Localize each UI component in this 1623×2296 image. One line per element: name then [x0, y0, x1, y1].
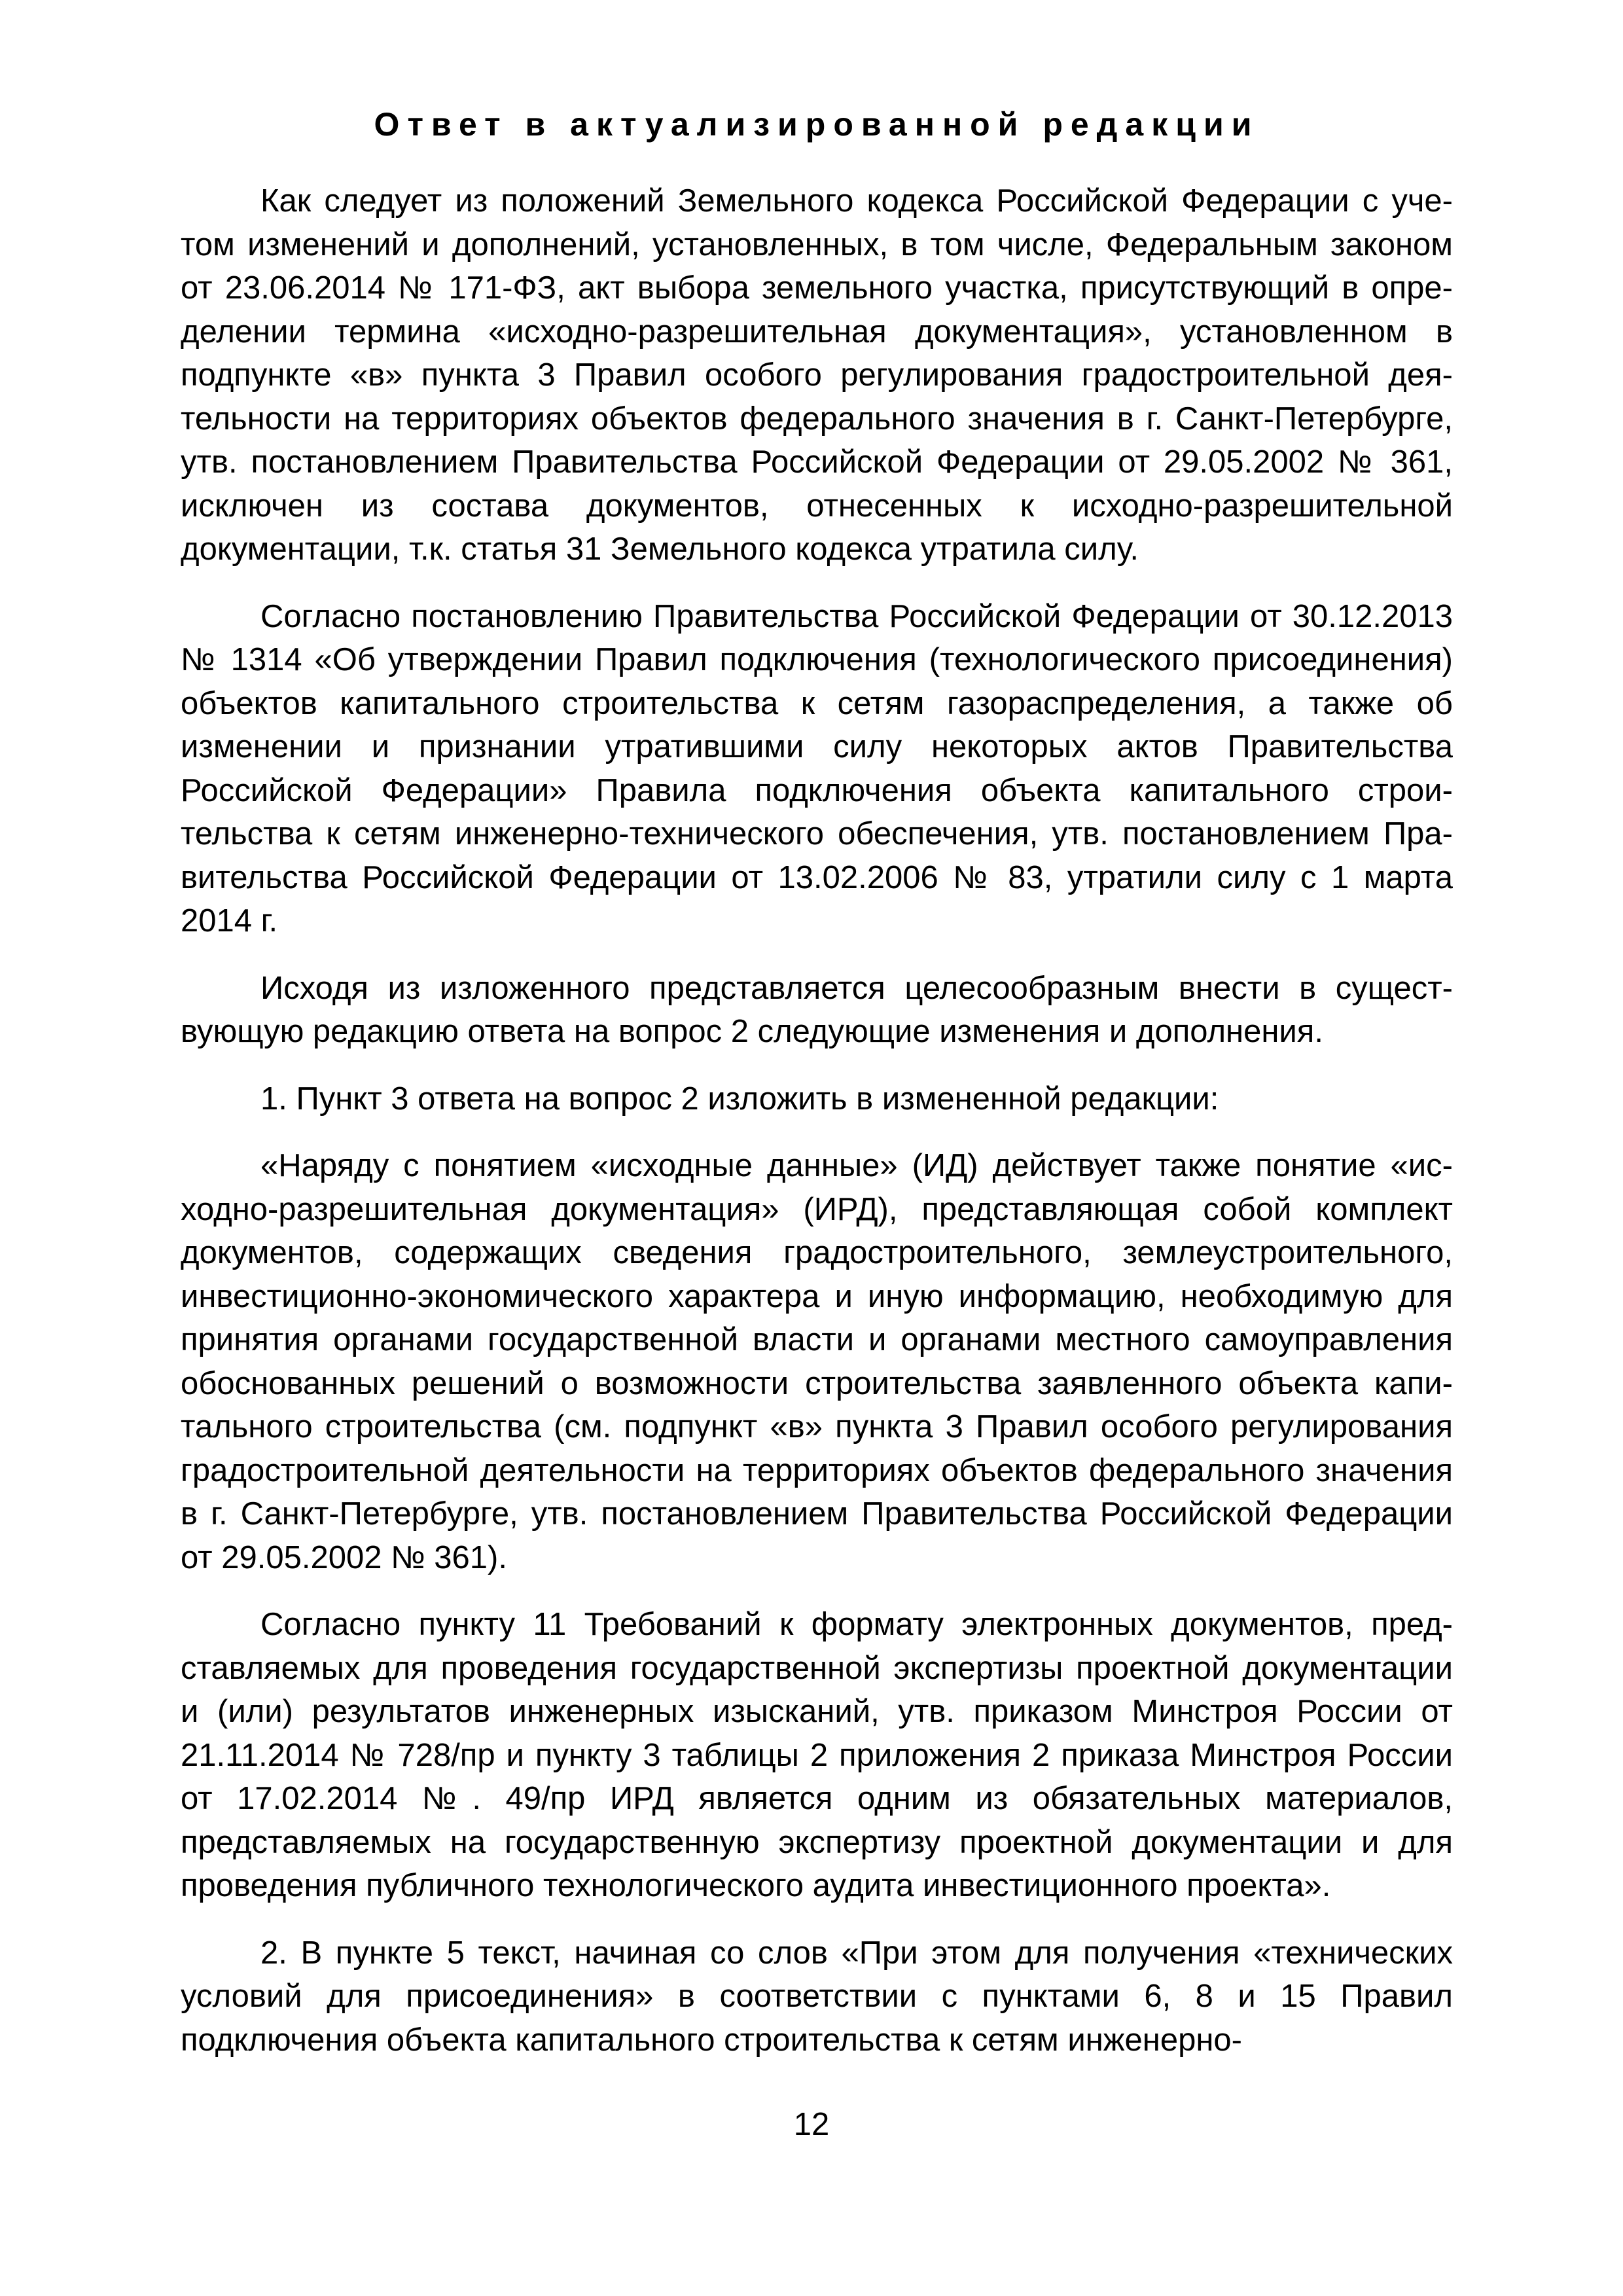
- page-number: 12: [793, 2107, 830, 2142]
- paragraph-requirements-format: Согласно пункту 11 Требований к формату электронных документов, представляемых для проведения государственной экспертизы проектной документации и (или) результатов инженерных изысканий, утв. приказом Минстроя России от 21.11.2014 № 728/пр и пункту 3 таблицы 2 приложения 2 приказа Минстроя России от 17.02.2014 №. 49/пр ИРД является одним из обязательных материалов, представляемых на государственную экспертизу проектной документации и для проведения публичного технологического аудита инвестиционного проекта».: [181, 1607, 1453, 1903]
- paragraph-proposed-changes: Исходя из изложенного представляется целесообразным внести в существующую редакцию ответа на вопрос 2 следующие изменения и дополнения.: [181, 970, 1453, 1049]
- paragraph-ird-definition: «Наряду с понятием «исходные данные» (ИД) действует также понятие «исходно-разрешительная документация» (ИРД), представляющая собой комплект документов, содержащих сведения градостроительного, землеустроительного, инвестиционно-экономического характера и иную информацию, необходимую для принятия органами государственной власти и органами местного самоуправления обоснованных решений о возможности строительства заявленного объекта капитального строительства (см. подпункт «в» пункта 3 Правил особого регулирования градостроительной деятельности на территориях объектов федерального значения в г. Санкт-Петербурге, утв. постановлением Правительства Российской Федерации от 29.05.2002 № 361).: [181, 1148, 1453, 1575]
- document-body: [181, 98, 1453, 2062]
- paragraph-resolution-1314: Согласно постановлению Правительства Российской Федерации от 30.12.2013 № 1314 «Об утверждении Правил подключения (технологического присоединения) объектов капитального строительства к сетям газораспределения, а также об изменении и признании утратившими силу некоторых актов Правительства Российской Федерации» Правила подключения объекта капитального строительства к сетям инженерно-технического обеспечения, утв. постановлением Правительства Российской Федерации от 13.02.2006 № 83, утратили силу с 1 марта 2014 г.: [181, 598, 1453, 939]
- list-item-2: 2. В пункте 5 текст, начиная со слов «При этом для получения «технических условий для присоединения» в соответствии с пунктами 6, 8 и 15 Правил подключения объекта капитального строительства к сетям инженерно-: [181, 1935, 1453, 2058]
- list-item-1: 1. Пункт 3 ответа на вопрос 2 изложить в измененной редакции:: [260, 1081, 1219, 1117]
- paragraph-land-code: Как следует из положений Земельного кодекса Российской Федерации с учетом изменений и дополнений, установленных, в том числе, Федеральным законом от 23.06.2014 № 171-ФЗ, акт выбора земельного участка, присутствующий в определении термина «исходно-разрешительная документация», установленном в подпункте «в» пункта 3 Правил особого регулирования градостроительной деятельности на территориях объектов федерального значения в г. Санкт-Петербурге, утв. постановлением Правительства Российской Федерации от 29.05.2002 № 361, исключен из состава документов, отнесенных к исходно-разрешительной документации, т.к. статья 31 Земельного кодекса утратила силу.: [181, 183, 1453, 567]
- document-title: Ответ в актуализированной редакции: [374, 106, 1260, 143]
